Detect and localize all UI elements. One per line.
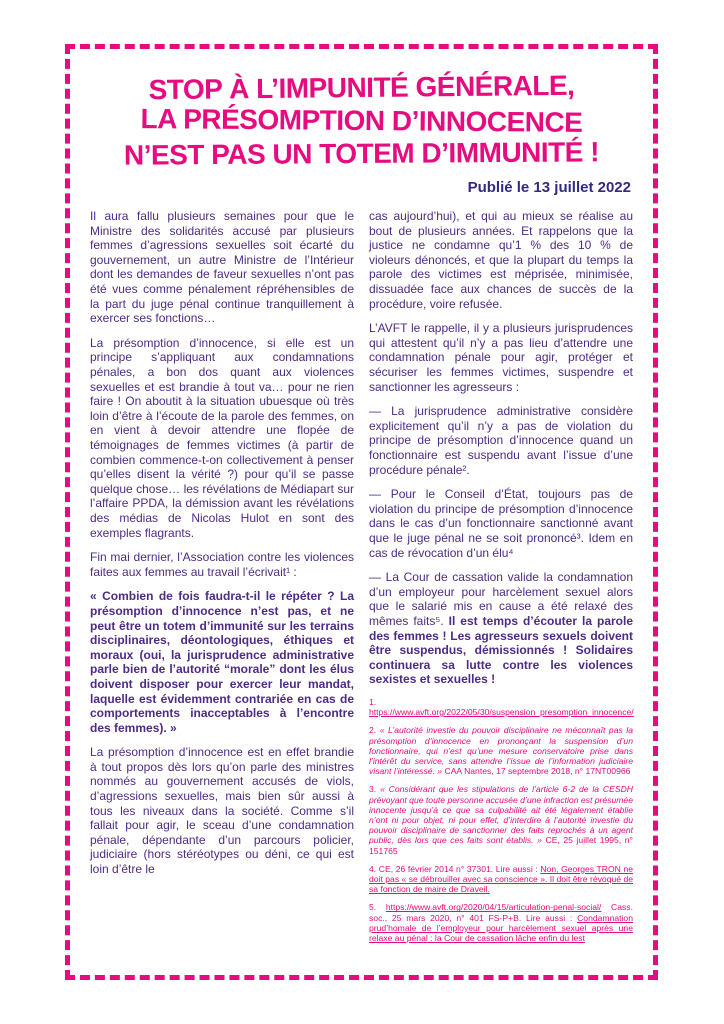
right-column xyxy=(369,209,633,951)
title-line-3: N’EST PAS UN TOTEM D’IMMUNITÉ ! xyxy=(123,136,600,171)
title-line-2: LA PRÉSOMPTION D’INNOCENCE xyxy=(140,103,583,138)
footnote-5-link-article[interactable]: Condamnation prud’homale de l’employeur pour harcèlement sexuel après une relaxe au pénal : la Cour de cassation lâche enfin du lest xyxy=(369,912,633,943)
footnote-5-citation: Cass. soc., 25 mars 2020, n° 401 FS-P+B. Lire aussi : xyxy=(369,902,633,923)
paragraph-avft-jurisprudences: L’AVFT le rappelle, il y a plusieurs jurisprudences qui attestent qu’il n’y a pas lieu d’attendre une condamnation pénale pour agir, protéger et sécuriser les femmes victimes, suspendre et sanctionner les agresseurs : xyxy=(369,321,633,394)
footnote-4-citation: 4. CE, 26 février 2014 n° 37301. Lire aussi : xyxy=(369,863,541,874)
page-title xyxy=(90,71,633,170)
publish-date: Publié le 13 juillet 2022 xyxy=(467,179,631,197)
footnote-3-quote: « Considérant que les stipulations de l’article 6-2 de la CESDH prévoyant que toute personne accusée d’une infraction est présumée innocente jusqu’à ce que sa culpabilité ait été légalement établie n’ont ni pour objet, ni pour effet, d’interdire à l’autorité investie du pouvoir disciplinaire de sanctionner des faits reprochés à un agent public, dès lors que ces faits sont établis. » xyxy=(369,784,633,846)
paragraph-presumption-misused: La présomption d’innocence, si elle est un principe s’appliquant aux condamnations pénales, a bon dos quant aux violences sexuelles et est brandie à tout va… pour ne rien faire ! On aboutit à la situation ubuesque où très loin d’être à l’écoute de la parole des femmes, on en vient à devoir attendre une flopée de témoignages de femmes victimes (à partir de combien commence-t-on collectivement à penser qu’elles disent la vérité ?) pour qu’il se passe quelque chose… les révélations de Médiapart sur l’affaire PPDA, la démission avant les révélations des médias de Nicolas Hulot en sont des exemples flagrants. xyxy=(90,335,354,540)
footnote-2-quote: « L’autorité investie du pouvoir disciplinaire ne méconnaît pas la présomption d’innocence en prononçant la suspension d’un fonctionnaire, qui n’est qu’une mesure conservatoire prise dans l’intérêt du service, sans attendre l’issue de l’information judiciaire visant l’intéressé. » xyxy=(369,725,633,777)
footnote-3 xyxy=(369,784,633,855)
footnote-2-citation: CAA Nantes, 17 septembre 2018, n° 17NT00966 xyxy=(442,766,631,777)
two-column-body xyxy=(90,209,633,951)
footnote-2 xyxy=(369,725,633,776)
footnote-4 xyxy=(369,864,633,895)
bullet-conseil-detat: — Pour le Conseil d’État, toujours pas de violation du principe de présomption d’innocence dans le cas d’un fonctionnaire sanctionné avant que le juge pénal ne se soit prononcé³. Idem en cas de révocation d’un élu⁴ xyxy=(369,487,633,560)
footnote-2-number: 2. xyxy=(369,725,380,736)
footnote-5-number: 5. xyxy=(369,902,386,913)
dashed-border-frame xyxy=(65,44,658,980)
footnote-3-citation: CE, 25 juillet 1995, n° 151765 xyxy=(369,835,633,856)
paragraph-avft-wrote-intro: Fin mai dernier, l’Association contre les violences faites aux femmes au travail l’écrivait¹ : xyxy=(90,550,354,579)
footnote-1-link[interactable]: https://www.avft.org/2022/05/30/suspension_presomption_innocence/ xyxy=(369,707,634,718)
call-to-action-bold-text: Il est temps d’écouter la parole des femmes ! Les agresseurs sexuels doivent être suspendus, démissionnés ! Solidaires continuera sa lutte contre les violences sexistes et sexuelles ! xyxy=(369,613,633,687)
footnote-4-link[interactable]: Non, Georges TRON ne doit pas « se débrouiller avec sa conscience ». Il doit être révoqué de sa fonction de maire de Draveil. xyxy=(369,863,634,895)
footnote-1-number: 1. xyxy=(369,696,377,707)
paragraph-avft-quote: « Combien de fois faudra-t-il le répéter ? La présomption d’innocence n’est pas, et ne peut être un totem d’immunité sur les terrains disciplinaires, déontologiques, éthiques et moraux (oui, la jurisprudence administrative parle bien de l’autorité “morale” dont les élus doivent disposer pour exercer leur mandat, laquelle est évidemment contrariée en cas de comportements inacceptables à l’encontre des femmes). » xyxy=(90,589,354,735)
flyer-content xyxy=(70,49,653,951)
paragraph-justice-statistics: cas aujourd’hui), et qui au mieux se réalise au bout de plusieurs années. Et rappelons que la justice ne condamne qu’1 % des 10 % de violeurs dénoncés, et que la plupart du temps la parole des victimes est méprisée, minimisée, dissuadée face aux chances de succès de la procédure, voire refusée. xyxy=(369,209,633,311)
paragraph-ministers-accused: Il aura fallu plusieurs semaines pour que le Ministre des solidarités accusé par plusieurs femmes d’agressions sexuelles soit écarté du gouvernement, un autre Ministre de l’Intérieur dont les demandes de faveur sexuelles n’ont pas été vues comme pénalement répréhensibles de la part du juge pénal continue tranquillement à exercer ses fonctions… xyxy=(90,209,354,326)
title-line-1: STOP À L’IMPUNITÉ GÉNÉRALE, xyxy=(148,69,575,106)
footnote-1 xyxy=(369,697,633,717)
left-column xyxy=(90,209,354,951)
paragraph-brandished-everywhere: La présomption d’innocence est en effet brandie à tout propos dès lors qu’on parle des ministres nommés au gouvernement accusés de viols, d’agressions sexuelles, mais bien sûr aussi à tous les niveaux dans la société. Comme s’il fallait pour agir, le sceau d’une condamnation pénale, dépendante d’un parcours policier, judiciaire (hors stéréotypes ou déni, ce qui est loin d’être le xyxy=(90,745,354,877)
footnote-3-number: 3. xyxy=(369,784,381,795)
footnotes xyxy=(369,697,633,943)
bullet-cassation-text: — La Cour de cassation valide la condamnation d’un employeur pour harcèlement sexuel alors que le salarié mis en cause a été relaxé des mêmes faits⁵. xyxy=(369,570,633,628)
bullet-cour-de-cassation xyxy=(369,570,633,687)
footnote-5-link-url[interactable]: https://www.avft.org/2020/04/15/articulation-penal-social/ xyxy=(385,902,602,913)
footnote-5 xyxy=(369,902,633,943)
bullet-administrative-jurisprudence: — La jurisprudence administrative considère explicitement qu’il n’y a pas de violation du principe de présomption d’innocence quand un fonctionnaire est suspendu avant l’issue d’une procédure pénale². xyxy=(369,404,633,477)
